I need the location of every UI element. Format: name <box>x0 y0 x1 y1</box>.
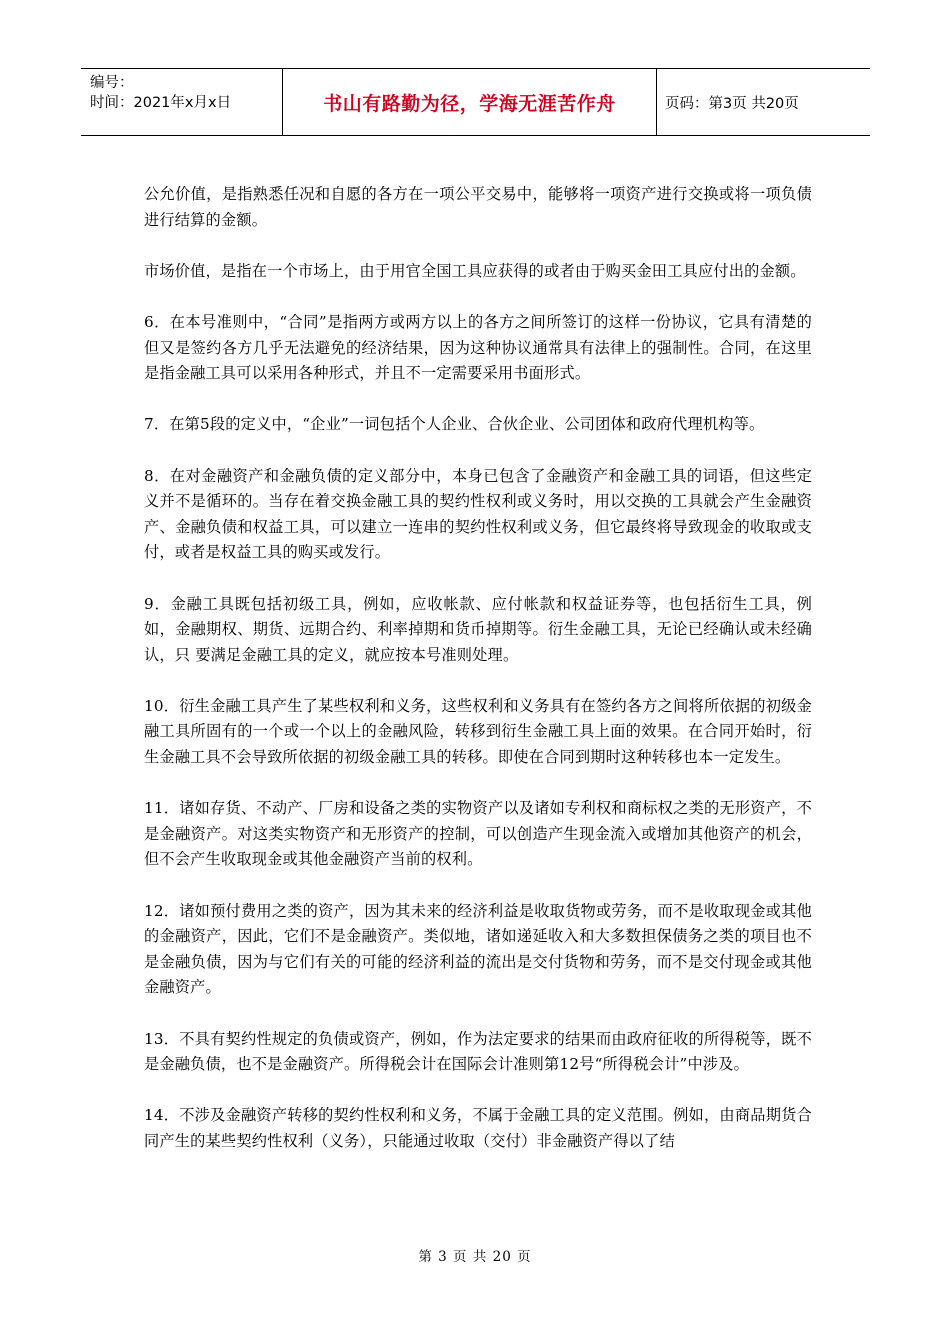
paragraph-14: 14．不涉及金融资产转移的契约性权利和义务，不属于金融工具的定义范围。例如，由商品期货合同产生的某些契约性权利（义务），只能通过收取（交付）非金融资产得以了结 <box>144 1106 812 1150</box>
document-number-label: 编号： <box>90 75 134 91</box>
paragraph-7: 7．在第5段的定义中，“企业”一词包括个人企业、合伙企业、公司团体和政府代理机构等。 <box>144 415 765 434</box>
page-header <box>81 68 870 136</box>
footer-page-number: 第 3 页 共 20 页 <box>418 1249 532 1265</box>
header-motto-cell <box>283 69 657 135</box>
paragraph-10: 10．衍生金融工具产生了某些权利和义务，这些权利和义务具有在签约各方之间将所依据的初级金融工具所固有的一个或一个以上的金融风险，转移到衍生金融工具上面的效果。在合同开始时，衍生金融工具不会导致所依据的初级金融工具的转移。即使在合同到期时这种转移也本一定发生。 <box>144 696 812 767</box>
paragraph-8: 8．在对金融资产和金融负债的定义部分中，本身已包含了金融资产和金融工具的词语，但这些定义并不是循环的。当存在着交换金融工具的契约性权利或义务时，用以交换的工具就会产生金融资产、金融负债和权益工具，可以建立一连串的契约性权利或义务，但它最终将导致现金的收取或支付，或者是权益工具的购买或发行。 <box>144 466 812 562</box>
header-page-info: 页码：第3页 共20页 <box>665 95 799 112</box>
paragraph-11: 11．诸如存货、不动产、厂房和设备之类的实物资产以及诸如专利权和商标权之类的无形资产，不是金融资产。对这类实物资产和无形资产的控制，可以创造产生现金流入或增加其他资产的机会，但不会产生收取现金或其他金融资产当前的权利。 <box>144 799 812 869</box>
paragraph-12: 12．诸如预付费用之类的资产，因为其未来的经济利益是收取货物或劳务，而不是收取现金或其他的金融资产，因此，它们不是金融资产。类似地，诸如递延收入和大多数担保债务之类的项目也不是金融负债，因为与它们有关的可能的经济利益的流出是交付货物和劳务，而不是交付现金或其他金融资产。 <box>144 901 812 997</box>
paragraph-fair-value: 公允价值，是指熟悉任况和自愿的各方在一项公平交易中，能够将一项资产进行交换或将一项负债进行结算的金额。 <box>144 185 812 229</box>
paragraph-9: 9．金融工具既包括初级工具，例如，应收帐款、应付帐款和权益证券等，也包括衍生工具，例如，金融期权、期货、远期合约、利率掉期和货币掉期等。衍生金融工具，无论已经确认或未经确认，只 要满足金融工具的定义，就应按本号准则处理。 <box>144 594 812 664</box>
paragraph-6: 6．在本号准则中，“合同”是指两方或两方以上的各方之间所签订的这样一份协议，它具有清楚的但又是签约各方几乎无法避免的经济结果，因为这种协议通常具有法律上的强制性。合同，在这里是指金融工具可以采用各种形式，并且不一定需要采用书面形式。 <box>144 312 812 383</box>
paragraph-market-value: 市场价值，是指在一个市场上，由于用官全国工具应获得的或者由于购买金田工具应付出的金额。 <box>144 261 806 280</box>
document-time-label: 时间：2021年x月x日 <box>90 95 232 111</box>
header-motto: 书山有路勤为径，学海无涯苦作舟 <box>323 92 616 115</box>
page-footer <box>0 1245 950 1265</box>
header-meta <box>81 69 283 135</box>
header-page-info-cell <box>657 69 870 135</box>
paragraph-13: 13．不具有契约性规定的负债或资产，例如，作为法定要求的结果而由政府征收的所得税等，既不是金融负债，也不是金融资产。所得税会计在国际会计准则第12号“所得税会计”中涉及。 <box>144 1029 812 1074</box>
document-body <box>144 182 812 1180</box>
